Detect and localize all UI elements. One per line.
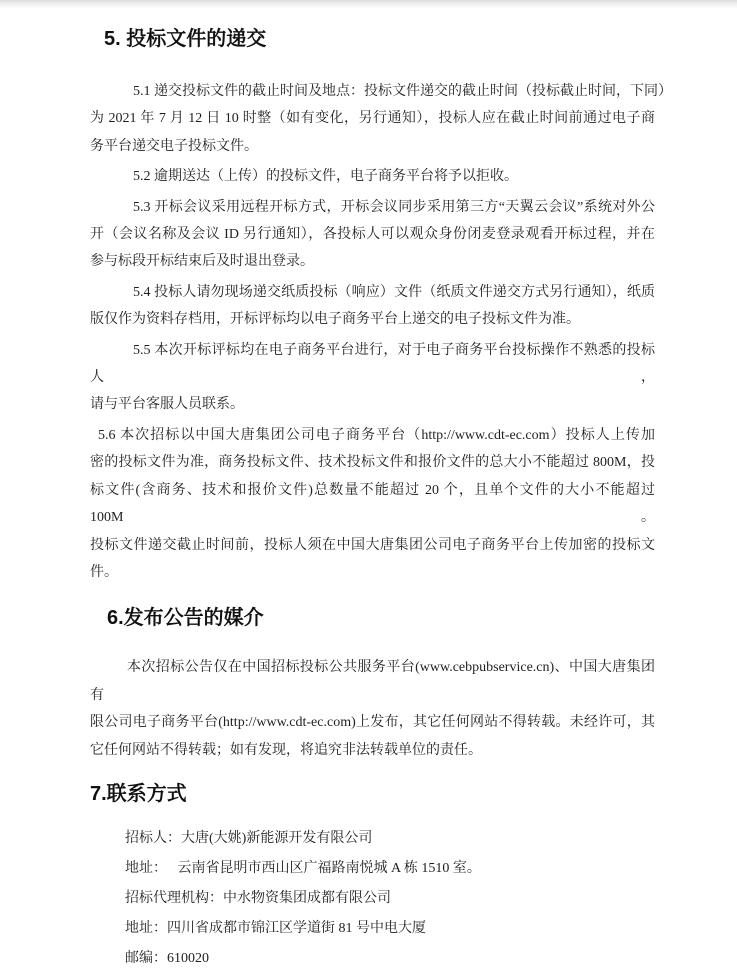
text-line: 地址：四川省成都市锦江区学道街 81 号中电大厦 bbox=[125, 920, 426, 936]
text-line: 它任何网站不得转载；如有发现，将追究非法转载单位的责任。 bbox=[90, 742, 482, 758]
paragraph-5-3 bbox=[90, 194, 655, 276]
text-line: 务平台递交电子投标文件。 bbox=[90, 138, 258, 154]
text-line: 限公司电子商务平台(http://www.cdt-ec.com)上发布，其它任何网站不得转载。未经许可，其 bbox=[90, 715, 655, 731]
text-line: 5.3 开标会议采用远程开标方式，开标会议同步采用第三方“天翼云会议”系统对外公 bbox=[133, 199, 655, 215]
section-7-heading: 7.联系方式 bbox=[90, 782, 187, 805]
text-line: 5.4 投标人请勿现场递交纸质投标（响应）文件（纸质文件递交方式另行通知），纸质 bbox=[133, 284, 655, 300]
text-line: 本次招标公告仅在中国招标投标公共服务平台(www.cebpubservice.cn)、中国大唐集团有 bbox=[90, 660, 655, 703]
document-content bbox=[90, 0, 672, 974]
text-line: 邮编：610020 bbox=[125, 950, 209, 966]
text-line: 请与平台客服人员联系。 bbox=[90, 397, 244, 413]
text-line: 5.1 递交投标文件的截止时间及地点：投标文件递交的截止时间（投标截止时间，下同） bbox=[133, 84, 672, 99]
paragraph-5-4 bbox=[90, 279, 655, 334]
paragraph-5-2 bbox=[90, 163, 655, 190]
text-line: 5.2 逾期送达（上传）的投标文件，电子商务平台将予以拒收。 bbox=[133, 169, 518, 185]
paragraph-6 bbox=[90, 654, 655, 764]
text-line: 参与标段开标结束后及时退出登录。 bbox=[90, 254, 314, 270]
text-line: 标文件(含商务、技术和报价文件)总数量不能超过 20 个，且单个文件的大小不能超过 100M。 bbox=[90, 482, 655, 526]
text-line: 为 2021 年 7 月 12 日 10 时整（如有变化，另行通知），投标人应在截止时间前通过电子商 bbox=[90, 111, 655, 127]
paragraph-5-5 bbox=[90, 337, 655, 419]
text-line: 5.5 本次开标评标均在电子商务平台进行，对于电子商务平台投标操作不熟悉的投标人， bbox=[90, 342, 655, 386]
section-6-heading: 6.发布公告的媒介 bbox=[107, 607, 264, 630]
text-line: 密的投标文件为准，商务投标文件、技术投标文件和报价文件的总大小不能超过 800M，投 bbox=[90, 455, 655, 471]
text-line: 招标代理机构：中水物资集团成都有限公司 bbox=[125, 890, 391, 906]
section-5-heading: 5. 投标文件的递交 bbox=[104, 28, 267, 50]
text-line: 地址： 云南省昆明市西山区广福路南悦城 A 栋 1510 室。 bbox=[125, 860, 481, 876]
text-line: 开（会议名称及会议 ID 另行通知），各投标人可以观众身份闭麦登录观看开标过程，并在 bbox=[90, 227, 655, 243]
text-line: 5.6 本次招标以中国大唐集团公司电子商务平台（http://www.cdt-ec.com）投标人上传加 bbox=[98, 427, 655, 443]
paragraph-5-6 bbox=[90, 422, 655, 586]
text-line: 投标文件递交截止时间前，投标人须在中国大唐集团公司电子商务平台上传加密的投标文 bbox=[90, 537, 655, 553]
text-line: 版仅作为资料存档用，开标评标均以电子商务平台上递交的电子投标文件为准。 bbox=[90, 312, 580, 328]
contact-info-block bbox=[125, 824, 655, 974]
text-line: 招标人：大唐(大姚)新能源开发有限公司 bbox=[125, 830, 373, 846]
text-line: 件。 bbox=[90, 564, 118, 580]
paragraph-5-1 bbox=[90, 78, 672, 160]
